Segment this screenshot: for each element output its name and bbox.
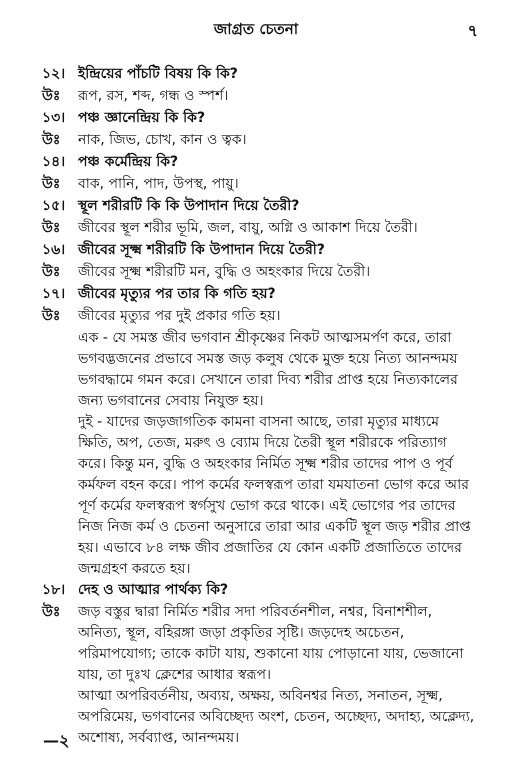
- answer-row: [0, 86, 512, 108]
- question-row: [0, 64, 512, 86]
- answer-text: জীবের মৃত্যুর পর দুই প্রকার গতি হয়।: [78, 308, 281, 324]
- answer-text: বাক, পানি, পাদ, উপস্থ, পায়ু।: [78, 176, 239, 192]
- question-number: ১৮।: [42, 582, 66, 598]
- answer-row: [0, 306, 512, 328]
- answer-row: [0, 130, 512, 152]
- page-content: [0, 64, 512, 749]
- question-text: স্থূল শরীরটি কি কি উপাদান দিয়ে তৈরী?: [78, 198, 300, 214]
- question-text: জীবের সূক্ষ্ম শরীরটি কি উপাদান দিয়ে তৈরী?: [78, 242, 325, 258]
- question-text: পঞ্চ জ্ঞানেন্দ্রিয় কি কি?: [78, 110, 206, 126]
- question-row: [0, 240, 512, 262]
- answer-row: [0, 174, 512, 196]
- footer-mark: —২: [43, 731, 70, 750]
- answer-marker: উঃ: [42, 308, 61, 324]
- running-title: জাগ্রত চেতনা: [213, 20, 299, 38]
- answer-marker: উঃ: [42, 220, 61, 236]
- answer-row: [0, 602, 512, 686]
- answer-marker: উঃ: [42, 88, 61, 104]
- question-row: [0, 196, 512, 218]
- answer-marker: উঃ: [42, 264, 61, 280]
- question-number: ১৬।: [42, 242, 66, 258]
- question-row: [0, 284, 512, 306]
- question-text: দেহ ও আত্মার পার্থক্য কি?: [78, 582, 229, 598]
- question-text: ইন্দ্রিয়ের পাঁচটি বিষয় কি কি?: [78, 66, 238, 82]
- question-row: [0, 580, 512, 602]
- question-number: ১৩।: [42, 110, 66, 126]
- question-number: ১৫।: [42, 198, 66, 214]
- answer-paragraph: এক - যে সমস্ত জীব ভগবান শ্রীকৃষ্ণের নিকট আত্মসমর্পণ করে, তারা ভগবদ্ভজনের প্রভাবে সমস্ত জড় কলুষ থেকে মুক্ত হয়ে নিত্য আনন্দময় ভগবদ্ধামে গমন করে। সেখানে তারা দিব্য শরীর প্রাপ্ত হয়ে নিত্যকালের জন্য ভগবানের সেবায় নিযুক্ত হয়।: [78, 330, 458, 409]
- page-header: [0, 18, 512, 42]
- answer-text: জীবের সূক্ষ্ম শরীরটি মন, বুদ্ধি ও অহংকার দিয়ে তৈরী।: [78, 264, 371, 280]
- question-number: ১৪।: [42, 154, 66, 170]
- question-text: পঞ্চ কর্মেন্দ্রিয় কি?: [78, 154, 179, 170]
- answer-row: [0, 262, 512, 284]
- answer-paragraph: দুই - যাদের জড়জাগতিক কামনা বাসনা আছে, তারা মৃত্যুর মাধ্যমে ক্ষিতি, অপ, তেজ, মরুৎ ও ব্যোম দিয়ে তৈরী স্থূল শরীরকে পরিত্যাগ করে। কিন্তু মন, বুদ্ধি ও অহংকার নির্মিত সূক্ষ্ম শরীর তাদের পাপ ও পূর্ব কর্মফল বহন করে। পাপ কর্মের ফলস্বরূপ তারা যমযাতনা ভোগ করে আর পূর্ণ কর্মের ফলস্বরূপ স্বর্গসুখ ভোগ করে থাকে। এই ভোগের পর তাদের নিজ নিজ কর্ম ও চেতনা অনুসারে তারা আর একটি স্থূল জড় শরীর প্রাপ্ত হয়। এভাবে ৮৪ লক্ষ জীব প্রজাতির যে কোন একটি প্রজাতিতে তাদের জন্মগ্রহণ করতে হয়।: [78, 414, 471, 577]
- question-text: জীবের মৃত্যুর পর তার কি গতি হয়?: [78, 286, 276, 302]
- answer-text: জড় বস্তুর দ্বারা নির্মিত শরীর সদা পরিবর্তনশীল, নশ্বর, বিনাশশীল, অনিত্য, স্থূল, বহিরঙ্গা জড়া প্রকৃতির সৃষ্টি। জড়দেহ অচেতন, পরিমাপযোগ্য; তাকে কাটা যায়, শুকানো যায় পোড়ানো যায়, ভেজানো যায়, তা দুঃখ ক্লেশের আধার স্বরূপ।: [78, 604, 464, 683]
- answer-paragraph: আত্মা অপরিবর্তনীয়, অব্যয়, অক্ষয়, অবিনশ্বর নিত্য, সনাতন, সূক্ষ্ম, অপরিমেয়, ভগবানের অবিচ্ছেদ্য অংশ, চেতন, অচ্ছেদ্য, অদাহ্য, অক্লেদ্য, অশোষ্য, সর্বব্যাপ্ত, আনন্দময়।: [78, 688, 475, 746]
- question-number: ১২।: [42, 66, 66, 82]
- page-number: ৭: [467, 21, 478, 40]
- answer-text: রূপ, রস, শব্দ, গন্ধ ও স্পর্শ।: [78, 88, 229, 104]
- answer-row: [0, 218, 512, 240]
- answer-marker: উঃ: [42, 604, 61, 620]
- question-number: ১৭।: [42, 286, 66, 302]
- answer-marker: উঃ: [42, 176, 61, 192]
- answer-text: জীবের স্থূল শরীর ভূমি, জল, বায়ু, অগ্নি ও আকাশ দিয়ে তৈরী।: [78, 220, 418, 236]
- answer-text: নাক, জিভ, চোখ, কান ও ত্বক।: [78, 132, 247, 148]
- question-row: [0, 108, 512, 130]
- question-row: [0, 152, 512, 174]
- answer-marker: উঃ: [42, 132, 61, 148]
